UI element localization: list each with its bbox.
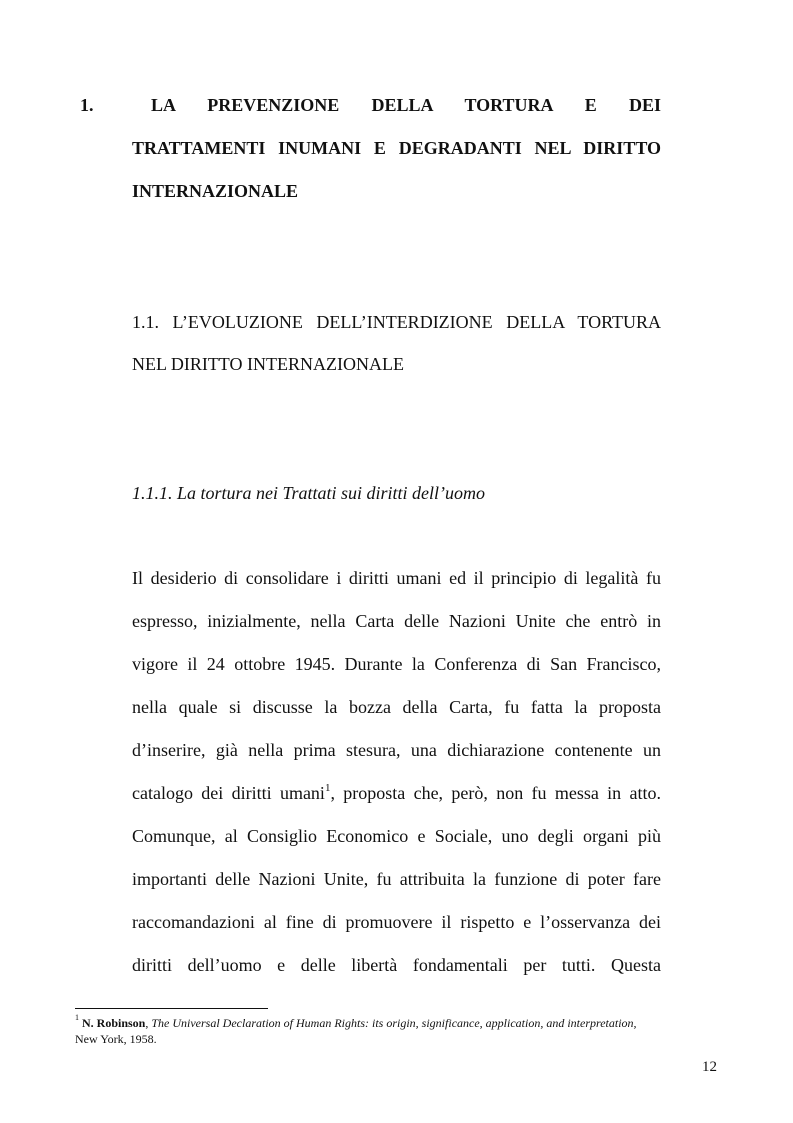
body-line-6-text-after: , proposta che, però, non fu messa in atto.: [330, 783, 661, 803]
chapter-title-line-3: INTERNAZIONALE: [132, 181, 299, 201]
chapter-title-line-1: LA PREVENZIONE DELLA TORTURA E DEI: [151, 95, 661, 115]
body-line-6-text-before: catalogo dei diritti umani: [132, 783, 325, 803]
footnote-line-1: [75, 1013, 720, 1031]
chapter-number: 1.: [80, 95, 94, 115]
body-line-3: vigore il 24 ottobre 1945. Durante la Conferenza di San Francisco,: [132, 654, 661, 674]
footnote-separator: ,: [145, 1016, 152, 1030]
chapter-title-line-2: TRATTAMENTI INUMANI E DEGRADANTI NEL DIRITTO: [132, 138, 661, 158]
subsection-title: 1.1.1. La tortura nei Trattati sui diritti dell’uomo: [132, 483, 486, 503]
footnote-work-title: The Universal Declaration of Human Rights: its origin, significance, application, and interpretation,: [151, 1016, 637, 1030]
footnote-separator-rule: [75, 1008, 268, 1009]
footnote-marker: 1: [75, 1013, 79, 1022]
page-number: 12: [702, 1059, 717, 1075]
body-line-9: raccomandazioni al fine di promuovere il rispetto e l’osservanza dei: [132, 912, 661, 932]
body-line-7: Comunque, al Consiglio Economico e Sociale, uno degli organi più: [132, 826, 661, 846]
section-title-line-1: 1.1. L’EVOLUZIONE DELL’INTERDIZIONE DELLA TORTURA: [132, 312, 661, 332]
body-line-10: diritti dell’uomo e delle libertà fondamentali per tutti. Questa: [132, 955, 661, 975]
body-line-5: d’inserire, già nella prima stesura, una dichiarazione contenente un: [132, 740, 661, 760]
footnote-line-2: New York, 1958.: [75, 1032, 157, 1046]
section-title-line-2: NEL DIRITTO INTERNAZIONALE: [132, 354, 404, 374]
footnote-reference-marker[interactable]: 1: [324, 782, 331, 794]
body-line-4: nella quale si discusse la bozza della Carta, fu fatta la proposta: [132, 697, 661, 717]
body-line-6: [132, 782, 661, 804]
body-line-2: espresso, inizialmente, nella Carta delle Nazioni Unite che entrò in: [132, 611, 661, 631]
footnote-author: N. Robinson: [82, 1016, 146, 1030]
body-line-1: Il desiderio di consolidare i diritti umani ed il principio di legalità fu: [132, 568, 661, 588]
body-line-8: importanti delle Nazioni Unite, fu attribuita la funzione di poter fare: [132, 869, 661, 889]
